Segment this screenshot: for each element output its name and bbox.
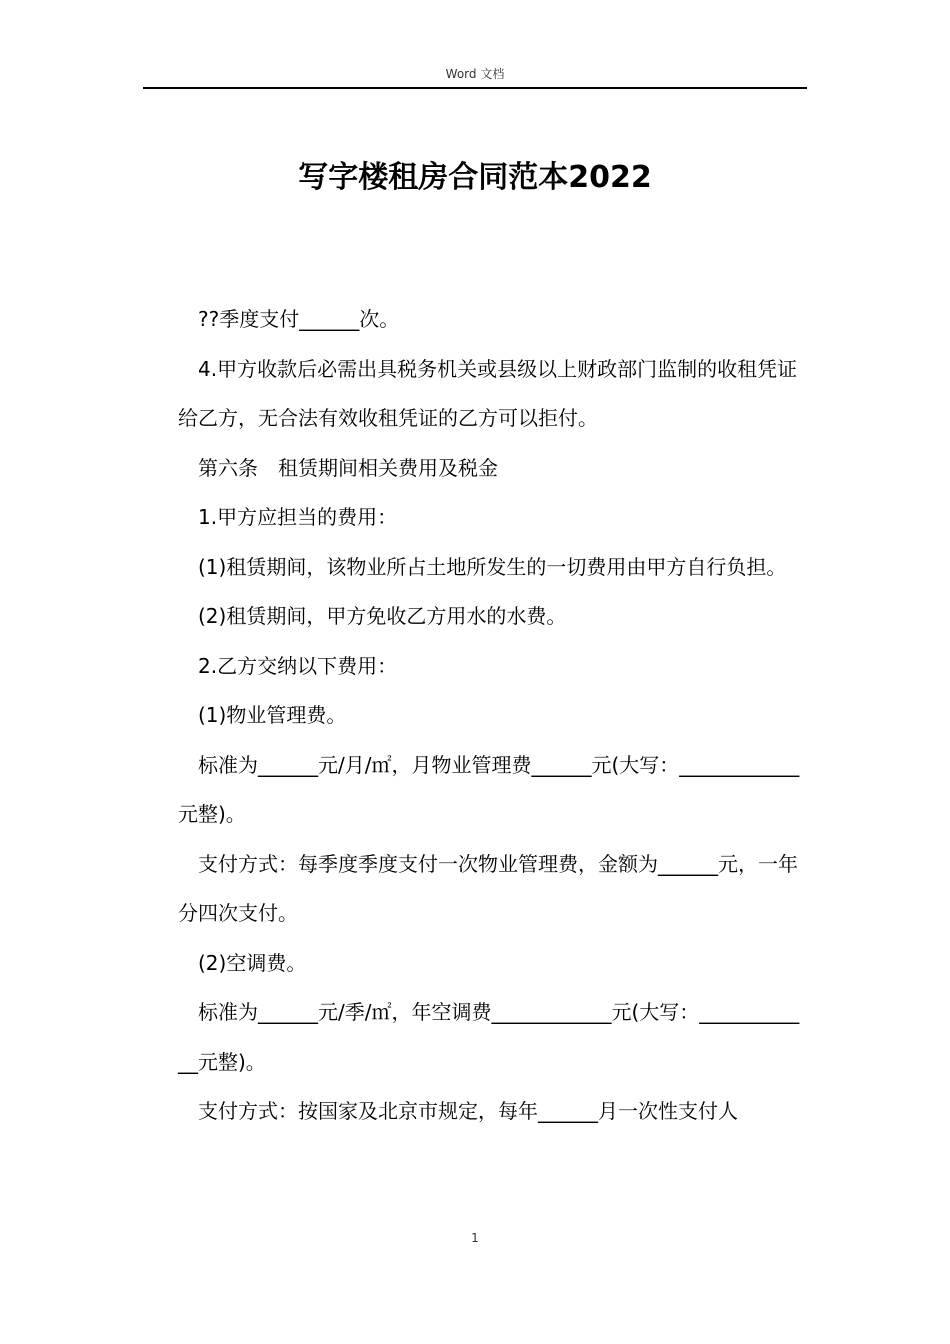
paragraph: 支付方式：按国家及北京市规定，每年______月一次性支付人	[198, 1099, 738, 1123]
header-divider	[143, 87, 807, 89]
paragraph: 标准为______元/季/㎡，年空调费____________元(大写：____________元整)。	[178, 1000, 800, 1074]
page-header: Word 文档	[445, 67, 505, 81]
paragraph: 2.乙方交纳以下费用：	[198, 653, 398, 678]
paragraph: (2)空调费。	[198, 950, 307, 975]
paragraph: 1.甲方应担当的费用：	[198, 505, 398, 529]
paragraph: ??季度支付______次。	[198, 307, 400, 331]
paragraph: (1)物业管理费。	[198, 703, 347, 727]
paragraph: 4.甲方收款后必需出具税务机关或县级以上财政部门监制的收租凭证给乙方，无合法有效收租凭证的乙方可以拒付。	[178, 356, 798, 430]
paragraph: 支付方式：每季度季度支付一次物业管理费，金额为______元，一年分四次支付。	[178, 851, 798, 925]
page-number: 1	[471, 1231, 479, 1245]
paragraph: (1)租赁期间，该物业所占土地所发生的一切费用由甲方自行负担。	[198, 554, 787, 579]
document-title: 写字楼租房合同范本2022	[298, 160, 652, 195]
paragraph: 标准为______元/月/㎡，月物业管理费______元(大写：____________元整)。	[178, 752, 800, 826]
paragraph: (2)租赁期间，甲方免收乙方用水的水费。	[198, 604, 567, 628]
document-body	[178, 295, 808, 1137]
paragraph: 第六条 租赁期间相关费用及税金	[198, 455, 498, 480]
